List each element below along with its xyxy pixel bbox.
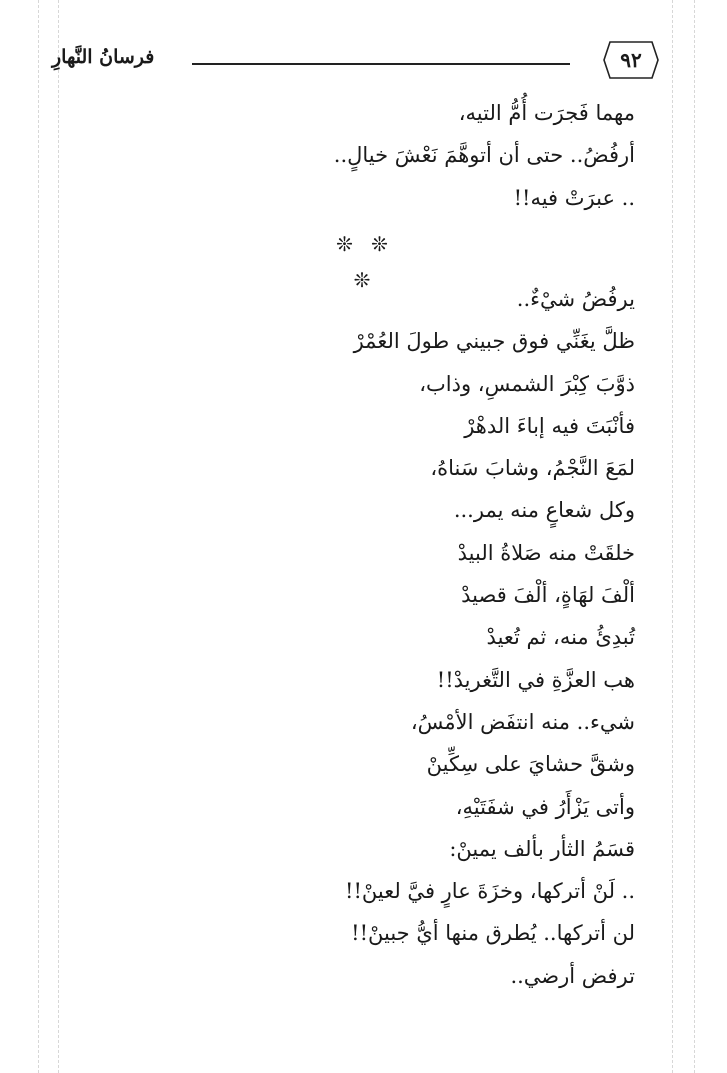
running-title: فرسانُ النَّهارِ	[52, 46, 155, 68]
poem-line: ذوَّبَ كِبْرَ الشمسِ، وذاب،	[419, 371, 635, 396]
page-number-badge	[602, 40, 660, 80]
poem-line: وشقَّ حشايَ على سِكِّينْ	[426, 752, 635, 777]
stanza-1	[115, 92, 635, 219]
scan-guide-line	[672, 0, 673, 1073]
poem-line: مهما فَجرَت أُمُّ التيه،	[458, 101, 635, 125]
poem-line: شيء.. منه انتفَض الأمْسُ،	[410, 709, 635, 734]
page-number: ٩٢	[620, 48, 642, 72]
poem-line: .. عبرَتْ فيه!!	[513, 185, 635, 210]
header-rule	[192, 63, 570, 65]
section-separator: ❊ ❊ ❊	[336, 232, 394, 292]
poem-line: تُبدِئُ منه، ثم تُعيدْ	[486, 625, 635, 650]
poem-line: أرفُضُ.. حتى أن أتوهَّمَ نَعْشَ خيالٍ..	[333, 143, 635, 168]
scan-guide-line	[38, 0, 39, 1073]
poem-line: يرفُضُ شيْءٌ..	[516, 287, 635, 311]
poem-line: ظلَّ يغَنِّي فوق جبيني طولَ العُمْرْ	[353, 329, 635, 354]
poem-line: قسَمُ الثأر بألف يمينْ:	[449, 836, 635, 861]
poem-line: لن أتركها.. يُطرق منها أيُّ جبينْ!!	[351, 921, 635, 946]
poem-line: وأتى يَزْأَرُ في شفَتَيْهِ،	[455, 794, 635, 819]
poem-line: فأنْبَتَ فيه إباءَ الدهْرْ	[464, 413, 635, 438]
poem-line: هب العزَّةِ في التَّغريدْ!!	[436, 667, 635, 692]
scan-guide-line	[694, 0, 695, 1073]
poem-line: خلقَتْ منه صَلاةُ البيدْ	[457, 540, 635, 565]
stanza-2	[75, 278, 635, 997]
poem-line: .. لَنْ أتركها، وخزَةَ عارٍ فيَّ لعينْ!!	[345, 879, 635, 904]
poem-line: لمَعَ النَّجْمُ، وشابَ سَناهُ،	[430, 456, 635, 481]
poem-line: ترفض أرضي..	[510, 963, 635, 988]
page-header	[0, 30, 727, 90]
scan-guide-line	[58, 0, 59, 1073]
poem-line: وكل شعاعٍ منه يمر...	[453, 498, 635, 523]
poem-line: ألْفَ لهَاةٍ، ألْفَ قصيدْ	[461, 583, 635, 608]
